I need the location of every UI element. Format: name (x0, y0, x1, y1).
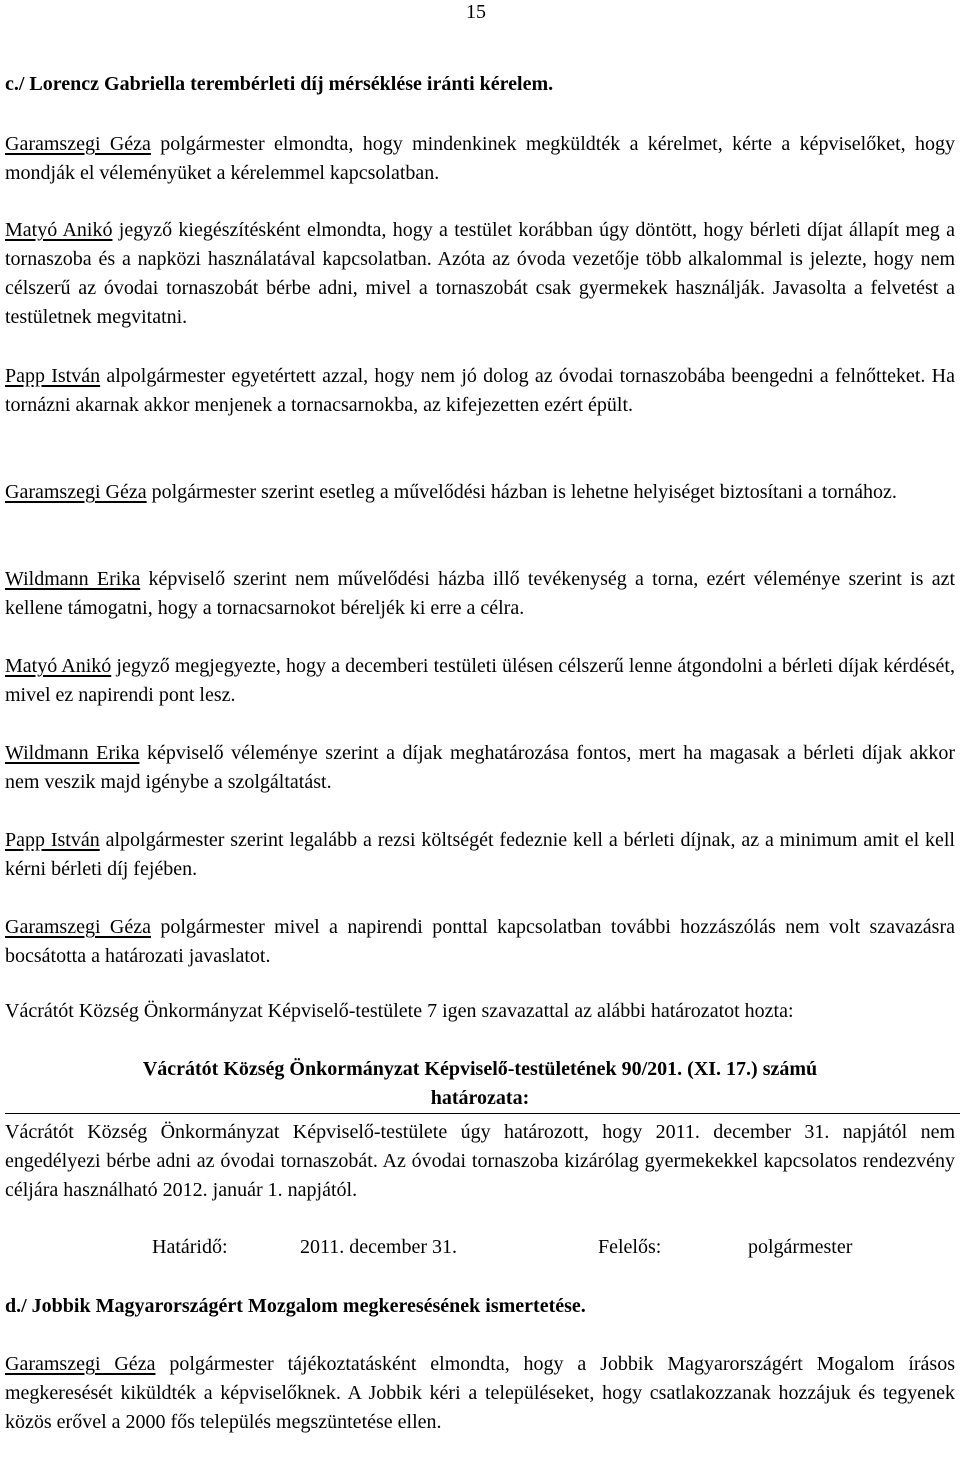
paragraph-text: képviselő véleménye szerint a díjak meghatározása fontos, mert ha magasak a bérleti díjak akkor nem veszik majd igénybe a szolgáltatást. (5, 742, 955, 793)
paragraph (5, 130, 955, 188)
resolution-title-line: Vácrátót Község Önkormányzat Képviselő-testületének 90/201. (XI. 17.) számú (142, 1058, 818, 1080)
resolution-body: Vácrátót Község Önkormányzat Képviselő-testülete úgy határozott, hogy 2011. december 31. napjától nem engedélyezi bérbe adni az óvodai tornaszobát. Az óvodai tornaszoba kizárólag gyermekekkel kapcsolatos rendezvény céljára használható 2012. január 1. napjától. (5, 1121, 955, 1201)
speaker-name: Papp István (5, 829, 100, 851)
resolution-divider (5, 1113, 960, 1114)
page-number: 15 (466, 1, 486, 23)
speaker-name: Matyó Anikó (5, 219, 113, 241)
speaker-name: Garamszegi Géza (5, 916, 151, 938)
paragraph (5, 652, 955, 710)
resolution-title (5, 1055, 955, 1113)
responsible-value: polgármester (748, 1236, 853, 1258)
deadline-label: Határidő: (152, 1236, 228, 1258)
resolution-title-line: határozata: (430, 1087, 530, 1109)
paragraph-text: polgármester tájékoztatásként elmondta, hogy a Jobbik Magyarországért Mogalom írásos megkeresését kiküldték a képviselőknek. A Jobbik kéri a településeket, hogy csatlakozzanak hozzájuk és tegyenek közös erővel a 2000 fős település megszüntetése ellen. (5, 1353, 955, 1433)
speaker-name: Garamszegi Géza (5, 1353, 156, 1375)
paragraph-text: alpolgármester szerint legalább a rezsi költségét fedeznie kell a bérleti díjnak, az a minimum amit el kell kérni bérleti díj fejében. (5, 829, 955, 880)
speaker-name: Garamszegi Géza (5, 133, 151, 155)
speaker-name: Wildmann Erika (5, 742, 140, 764)
vote-statement: Vácrátót Község Önkormányzat Képviselő-testülete 7 igen szavazattal az alábbi határozatot hozta: (5, 1000, 794, 1022)
paragraph-text: polgármester mivel a napirendi ponttal kapcsolatban további hozzászólás nem volt szavazásra bocsátotta a határozati javaslatot. (5, 916, 955, 967)
speaker-name: Matyó Anikó (5, 655, 112, 677)
deadline-value: 2011. december 31. (300, 1236, 457, 1258)
paragraph (5, 478, 955, 507)
section-d-title: d./ Jobbik Magyarországért Mozgalom megkeresésének ismertetése. (5, 1295, 586, 1317)
speaker-name: Wildmann Erika (5, 568, 141, 590)
speaker-name: Garamszegi Géza (5, 481, 147, 503)
paragraph-text: jegyző kiegészítésként elmondta, hogy a testület korábban úgy döntött, hogy bérleti díjat állapít meg a tornaszoba és a napközi használatával kapcsolatban. Azóta az óvoda vezetője több alkalommal is jelezte, hogy nem célszerű az óvodai tornaszobát bérbe adni, mivel a tornaszobát csak gyermekek használják. Javasolta a felvetést a testületnek megvitatni. (5, 219, 955, 328)
paragraph (5, 216, 955, 332)
paragraph-text: polgármester elmondta, hogy mindenkinek megküldték a kérelmet, kérte a képviselőket, hogy mondják el véleményüket a kérelemmel kapcsolatban. (5, 133, 955, 184)
paragraph-text: jegyző megjegyezte, hogy a decemberi testületi ülésen célszerű lenne átgondolni a bérleti díjak kérdését, mivel ez napirendi pont lesz. (5, 655, 955, 706)
paragraph (5, 565, 955, 623)
section-c-title: c./ Lorencz Gabriella terembérleti díj mérséklése iránti kérelem. (5, 73, 554, 95)
paragraph (5, 1350, 955, 1437)
responsible-label: Felelős: (598, 1236, 662, 1258)
paragraph-text: alpolgármester egyetértett azzal, hogy nem jó dolog az óvodai tornaszobába beengedni a felnőtteket. Ha tornázni akarnak akkor menjenek a tornacsarnokba, az kifejezetten ezért épült. (5, 365, 955, 416)
paragraph (5, 913, 955, 971)
paragraph (5, 826, 955, 884)
speaker-name: Papp István (5, 365, 101, 387)
paragraph (5, 362, 955, 420)
paragraph-text: képviselő szerint nem művelődési házba illő tevékenység a torna, ezért véleménye szerint is azt kellene támogatni, hogy a tornacsarnokot béreljék ki erre a célra. (5, 568, 955, 619)
paragraph (5, 739, 955, 797)
paragraph-text: polgármester szerint esetleg a művelődési házban is lehetne helyiséget biztosítani a tornához. (146, 481, 897, 503)
